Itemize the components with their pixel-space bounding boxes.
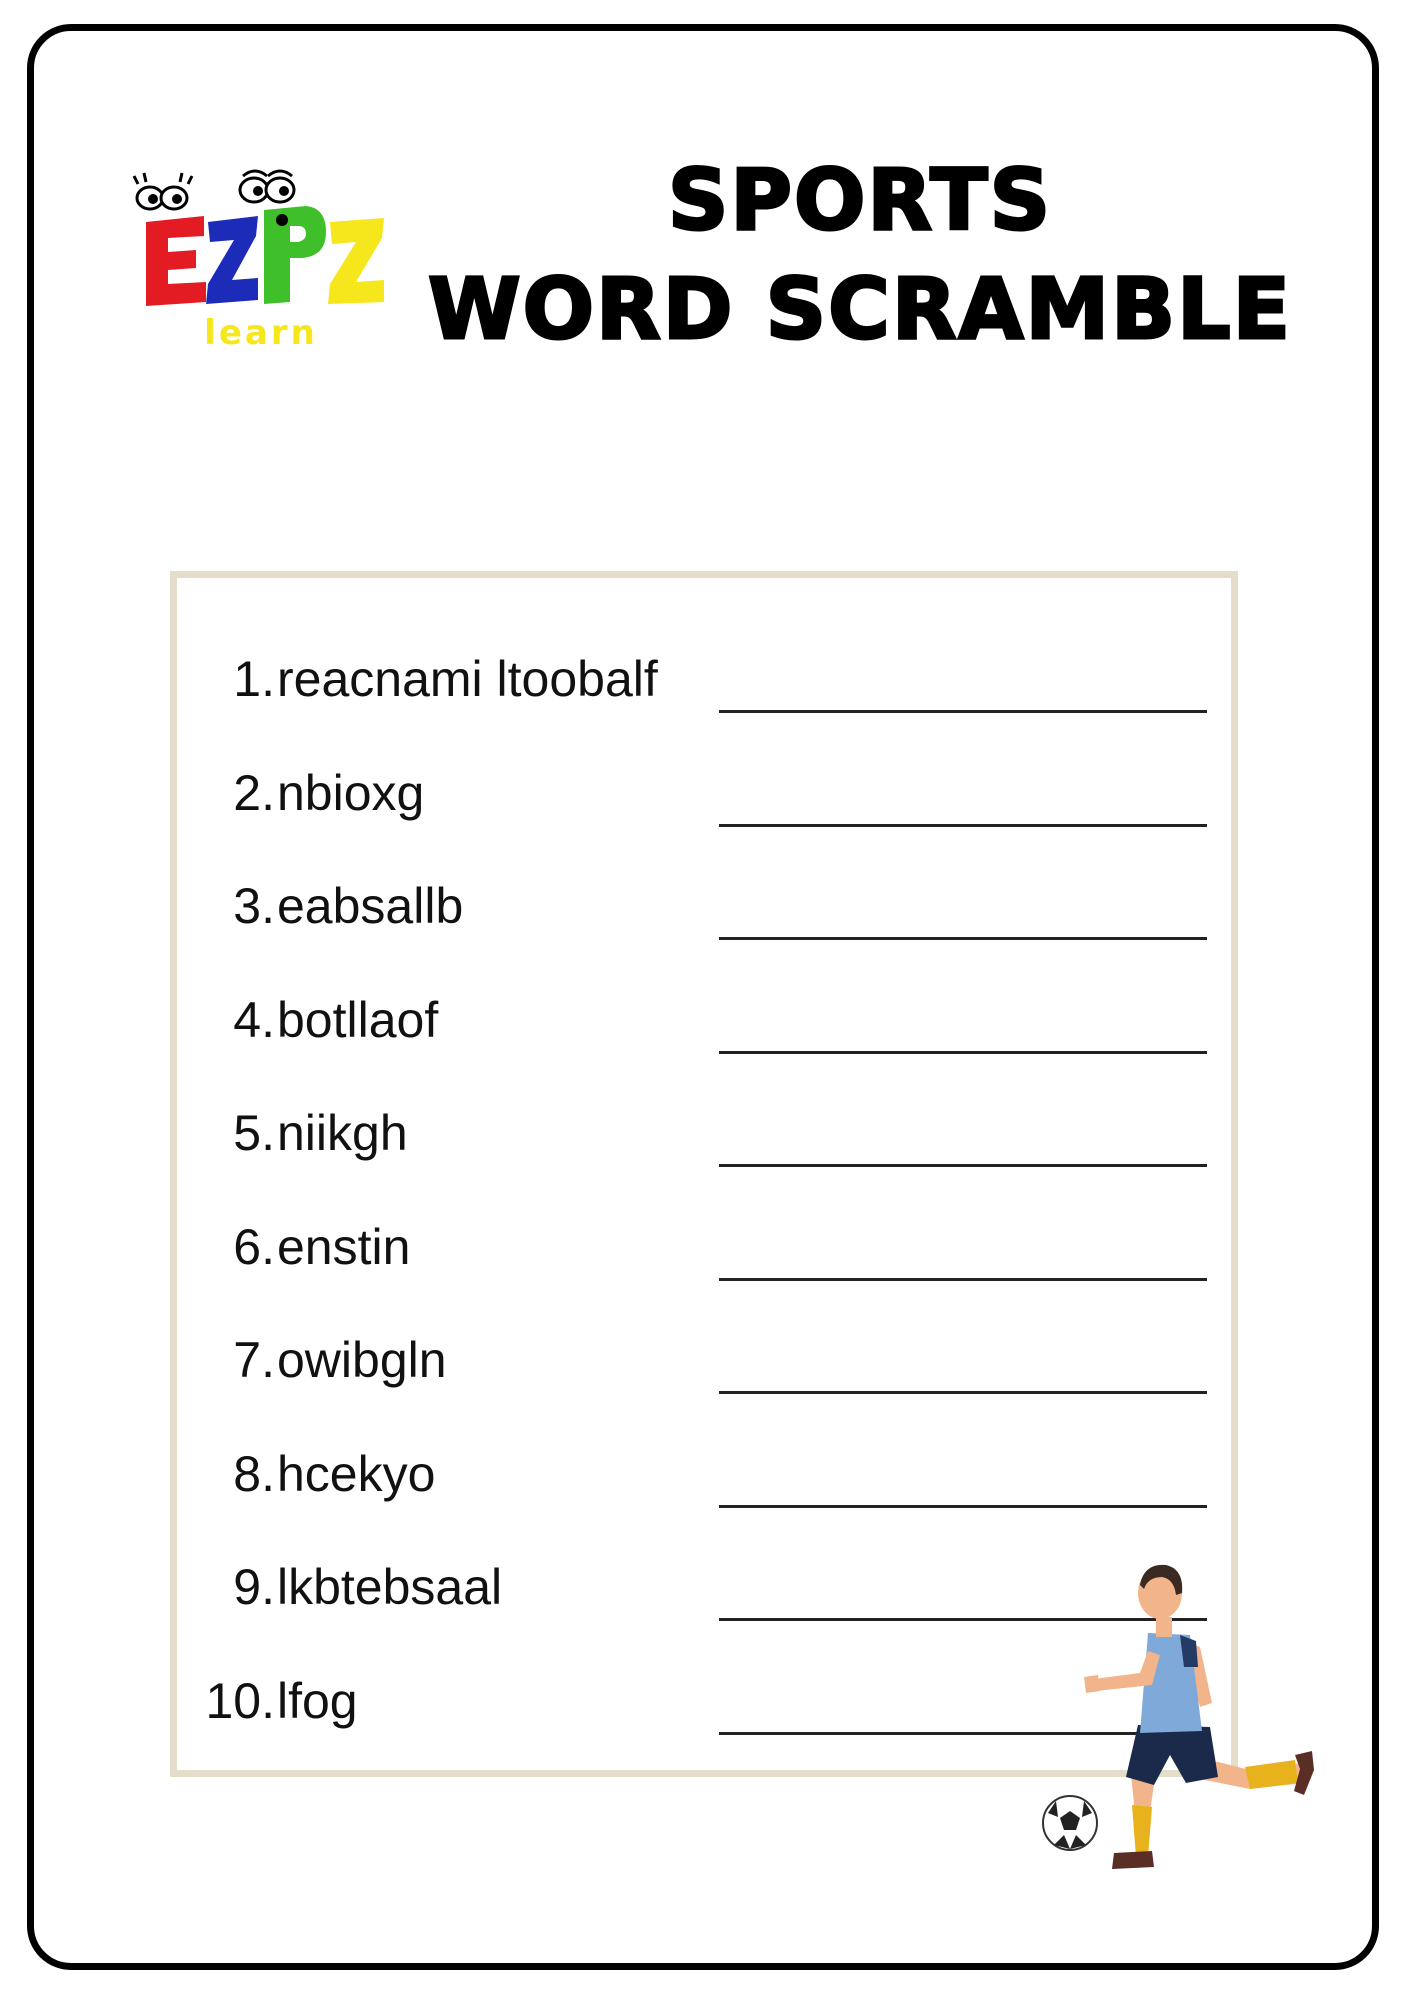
answer-line[interactable] — [719, 1278, 1207, 1281]
title-line-1: SPORTS — [667, 151, 1053, 249]
title-line-2: WORD SCRAMBLE — [427, 260, 1293, 358]
answer-line[interactable] — [719, 1051, 1207, 1054]
scrambled-word: lfog — [277, 1672, 358, 1729]
logo-subtitle: learn — [204, 313, 318, 350]
item-number: 8. — [233, 1445, 275, 1502]
item-number: 6. — [233, 1218, 275, 1275]
ezpz-learn-logo — [130, 160, 392, 350]
list-item — [177, 1102, 1231, 1216]
list-item — [177, 1443, 1231, 1557]
list-item — [177, 762, 1231, 876]
answer-line[interactable] — [719, 1391, 1207, 1394]
scrambled-word: lkbtebsaal — [277, 1559, 503, 1615]
answer-line[interactable] — [719, 1505, 1207, 1508]
soccer-player-icon — [1040, 1555, 1320, 1875]
answer-line[interactable] — [719, 710, 1207, 713]
logo-letter-z2 — [328, 218, 384, 304]
list-item — [177, 1329, 1231, 1443]
logo-eyes-right — [240, 171, 294, 202]
item-number: 10. — [205, 1672, 275, 1729]
scrambled-word: nbioxg — [277, 764, 425, 821]
item-number: 7. — [233, 1332, 275, 1388]
list-item — [177, 648, 1231, 762]
worksheet-title — [420, 150, 1300, 368]
soccer-ball-icon — [1043, 1796, 1097, 1850]
item-number: 5. — [233, 1105, 275, 1161]
answer-line[interactable] — [719, 824, 1207, 827]
logo-eyes-left — [134, 173, 192, 209]
answer-line[interactable] — [719, 937, 1207, 940]
item-number: 2. — [233, 764, 275, 821]
scrambled-word: niikgh — [277, 1105, 408, 1161]
scrambled-word: hcekyo — [277, 1445, 436, 1502]
logo-letter-e — [146, 216, 206, 306]
scrambled-word: eabsallb — [277, 878, 464, 934]
scrambled-word: owibgln — [277, 1332, 447, 1388]
scrambled-word: botllaof — [277, 991, 439, 1048]
logo-letter-p — [264, 206, 326, 304]
item-number: 9. — [233, 1559, 275, 1615]
item-number: 1. — [233, 651, 275, 707]
list-item — [177, 1216, 1231, 1330]
logo-letter-z — [206, 216, 258, 304]
item-number: 3. — [233, 878, 275, 934]
answer-line[interactable] — [719, 1164, 1207, 1167]
scrambled-word: enstin — [277, 1218, 411, 1275]
list-item — [177, 875, 1231, 989]
list-item — [177, 989, 1231, 1103]
item-number: 4. — [233, 991, 275, 1048]
scrambled-word: reacnami ltoobalf — [277, 651, 658, 707]
